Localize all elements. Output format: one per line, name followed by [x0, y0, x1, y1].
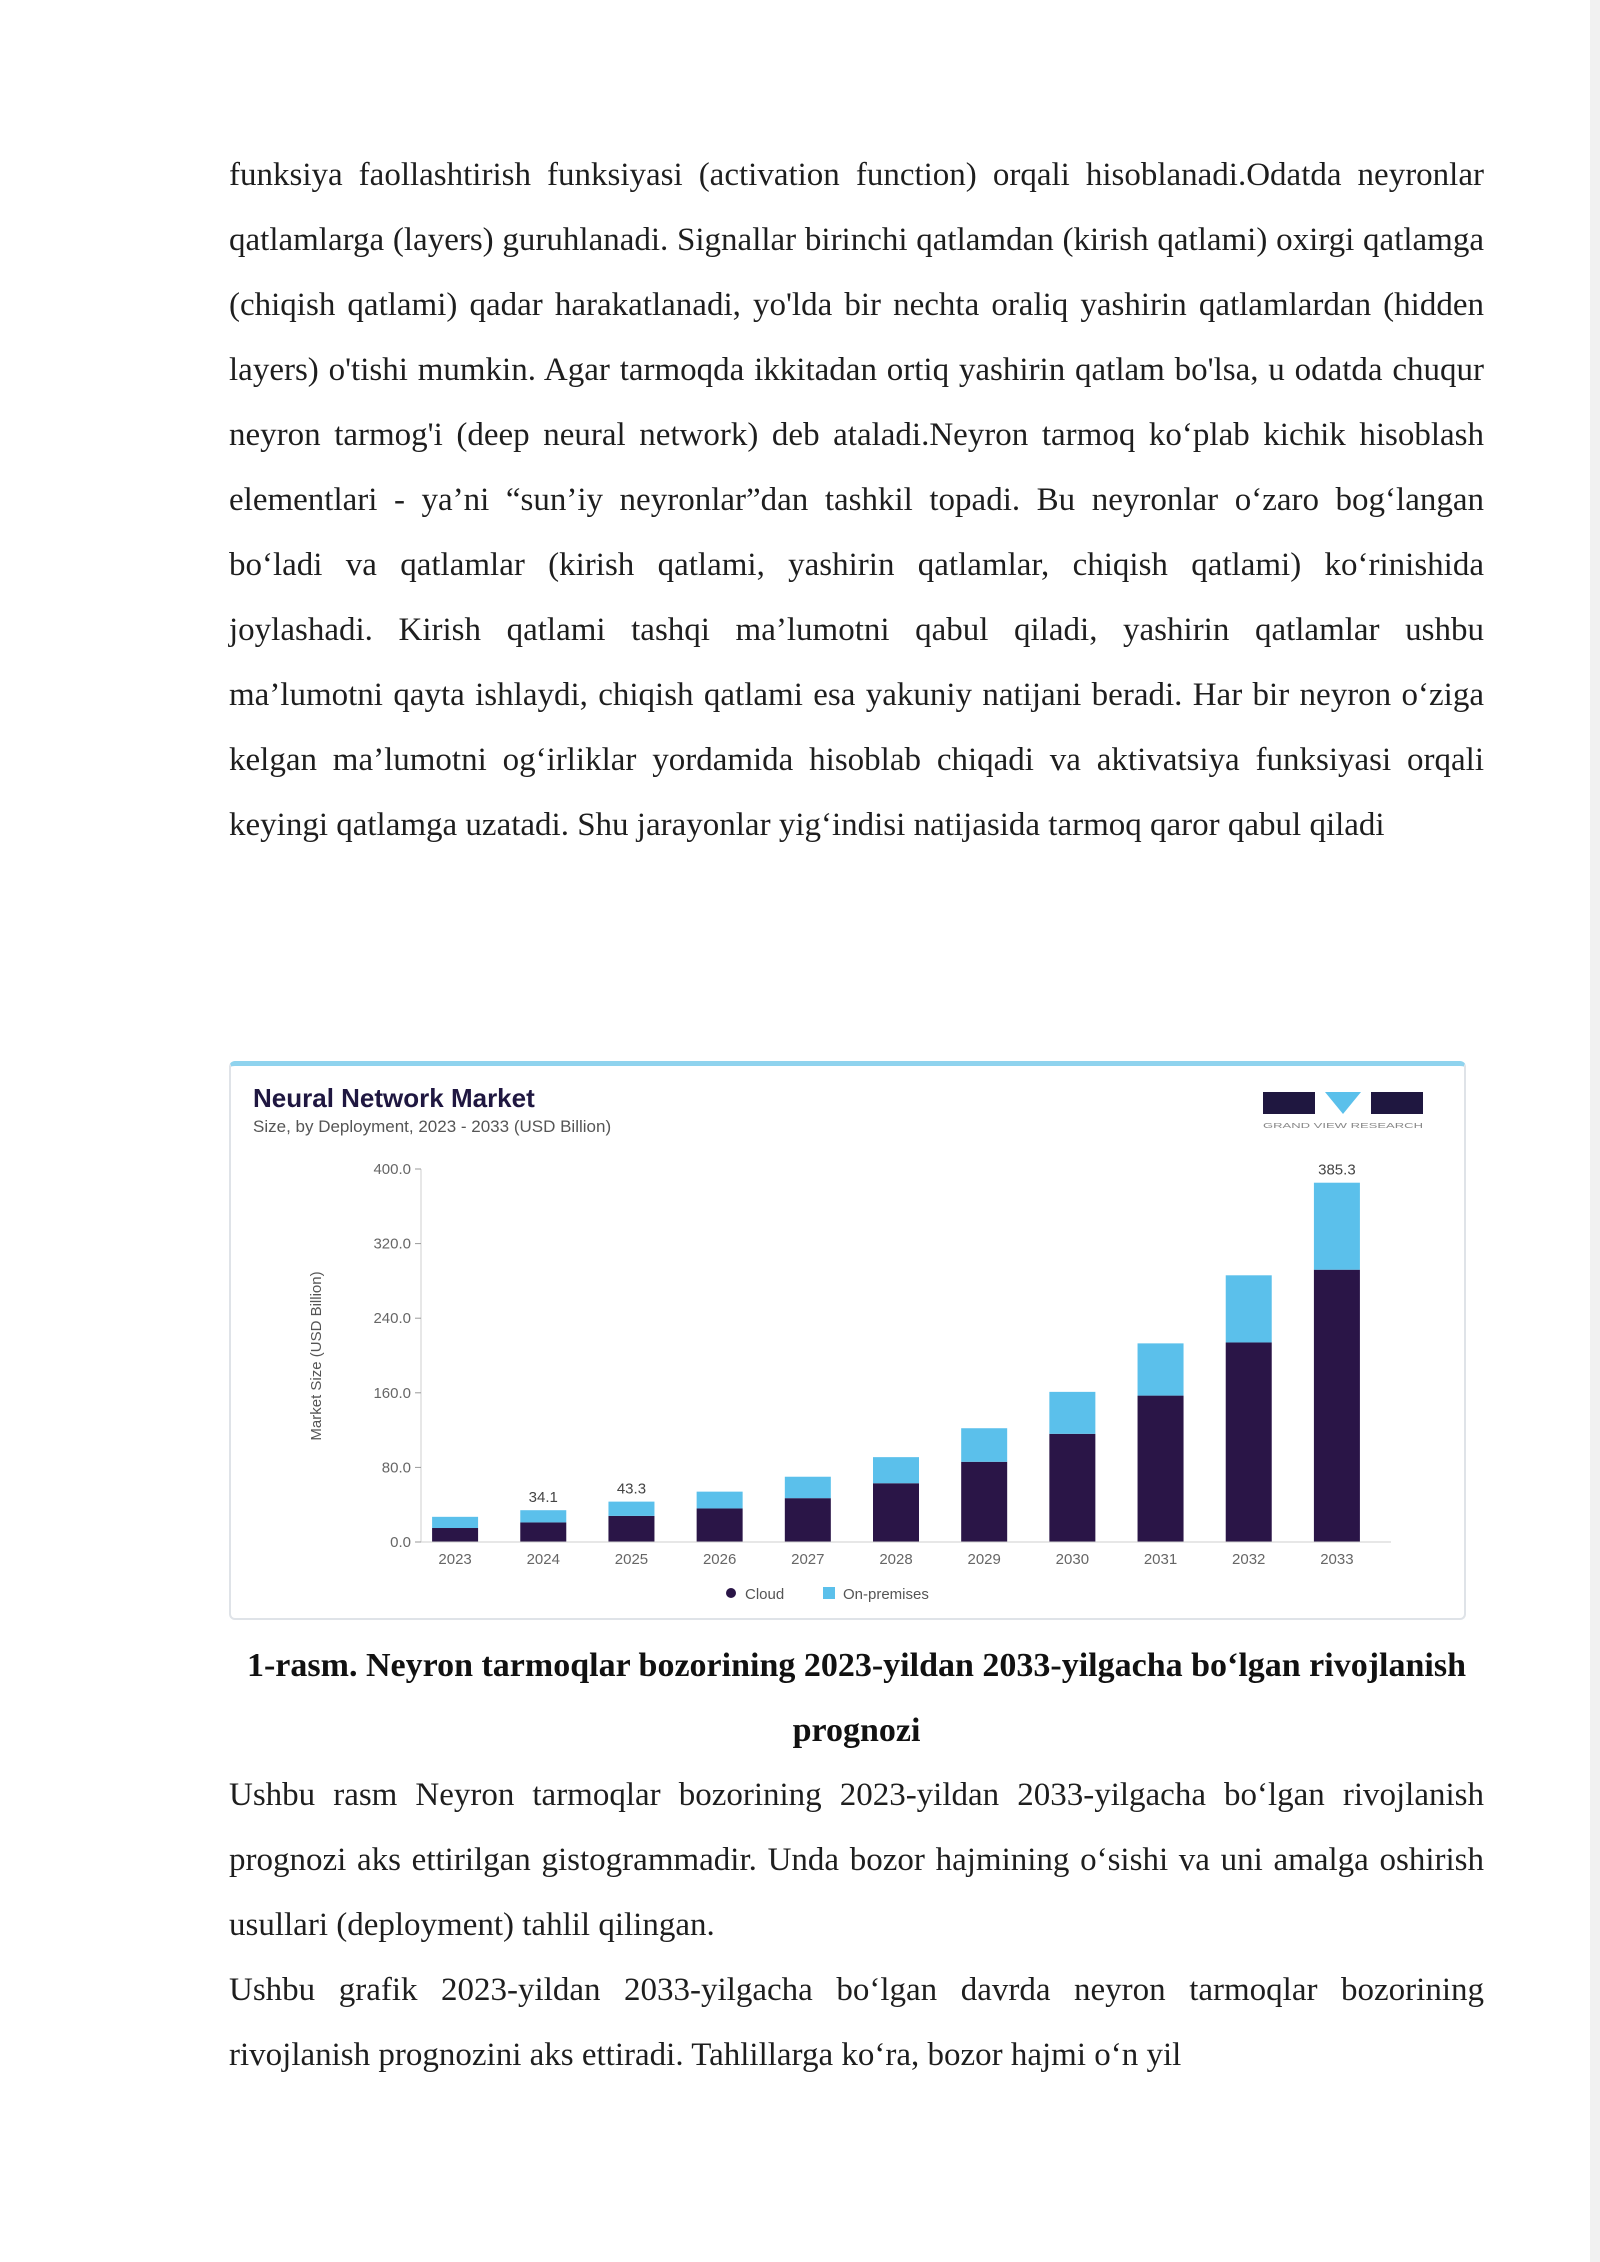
neural-network-market-chart [231, 1066, 1464, 1618]
data-label-2033: 385.3 [1318, 1161, 1356, 1179]
bar-cloud-2028 [873, 1483, 919, 1542]
x-tick-label: 2031 [1143, 1551, 1178, 1568]
figure-chart [229, 1061, 1466, 1620]
logo-text: GRAND VIEW RESEARCH [1263, 1123, 1423, 1130]
bar-cloud-2029 [961, 1462, 1007, 1542]
y-axis [373, 1161, 421, 1551]
x-tick-label: 2033 [1320, 1551, 1354, 1568]
x-tick-label: 2026 [702, 1551, 737, 1568]
x-tick-label: 2032 [1232, 1551, 1266, 1568]
bar-cloud-2024 [520, 1522, 566, 1542]
bar-cloud-2026 [697, 1508, 743, 1542]
bar-cloud-2027 [785, 1498, 831, 1542]
y-tick-label: 240.0 [373, 1310, 411, 1328]
legend-swatch-cloud [726, 1588, 736, 1598]
y-tick-label: 0.0 [390, 1534, 411, 1551]
logo-block-left [1263, 1092, 1315, 1114]
bar-on-premises-2030 [1049, 1392, 1095, 1434]
legend-swatch-on-premises [823, 1587, 835, 1599]
brand-logo [1263, 1092, 1423, 1130]
y-tick-label: 80.0 [381, 1459, 411, 1477]
bar-on-premises-2028 [873, 1457, 919, 1483]
body-paragraph-1: funksiya faollashtirish funksiyasi (activation function) orqali hisoblanadi.Odatda neyronlar qatlamlarga (layers) guruhlanadi. Signallar birinchi qatlamdan (kirish qatlami) oxirgi qatlamga (chiqish qatlami) qadar harakatlanadi, yo'lda bir nechta oraliq yashirin qatlamlardan (hidden layers) o'tishi mumkin. Agar tarmoqda ikkitadan ortiq yashirin qatlam bo'lsa, u odatda chuqur neyron tarmog'i (deep neural network) deb ataladi.Neyron tarmoq ko‘plab kichik hisoblash elementlari - ya’ni “sun’iy neyronlar”dan tashkil topadi. Bu neyronlar o‘zaro bog‘langan bo‘ladi va qatlamlar (kirish qatlami, yashirin qatlamlar, chiqish qatlami) ko‘rinishida joylashadi. Kirish qatlami tashqi ma’lumotni qabul qiladi, yashirin qatlamlar ushbu ma’lumotni qayta ishlaydi, chiqish qatlami esa yakuniy natijani beradi. Har bir neyron o‘ziga kelgan ma’lumotni og‘irliklar yordamida hisoblab chiqadi va aktivatsiya funksiyasi orqali keyingi qatlamga uzatadi. Shu jarayonlar yig‘indisi natijasida tarmoq qaror qabul qiladi [229, 157, 1484, 843]
y-tick-label: 160.0 [373, 1384, 411, 1402]
y-tick-label: 320.0 [373, 1235, 411, 1253]
x-tick-label: 2029 [967, 1551, 1001, 1568]
x-tick-label: 2023 [438, 1551, 472, 1568]
bar-on-premises-2031 [1138, 1343, 1184, 1395]
bar-on-premises-2025 [608, 1502, 654, 1516]
legend [726, 1586, 929, 1603]
figure-caption: 1-rasm. Neyron tarmoqlar bozorining 2023-yildan 2033-yilgacha bo‘lgan rivojlanish prognozi [246, 1647, 1466, 1749]
bar-cloud-2032 [1226, 1342, 1272, 1542]
bar-on-premises-2033 [1314, 1183, 1360, 1270]
y-tick-label: 400.0 [373, 1161, 411, 1178]
data-label-2024: 34.1 [528, 1489, 558, 1507]
x-tick-label: 2030 [1055, 1551, 1090, 1568]
x-tick-label: 2024 [526, 1551, 560, 1568]
body-paragraph-2: Ushbu rasm Neyron tarmoqlar bozorining 2023-yildan 2033-yilgacha bo‘lgan rivojlanish prognozi aks ettirilgan gistogrammadir. Unda bozor hajmining o‘sishi va uni amalga oshirish usullari (deployment) tahlil qilingan. [229, 1777, 1484, 1943]
bar-cloud-2030 [1049, 1434, 1095, 1542]
bar-on-premises-2032 [1226, 1275, 1272, 1342]
chart-title: Neural Network Market [253, 1083, 535, 1113]
bars [432, 1183, 1360, 1542]
x-axis [421, 1542, 1391, 1568]
chart-subtitle: Size, by Deployment, 2023 - 2033 (USD Billion) [253, 1117, 612, 1136]
x-tick-label: 2025 [614, 1551, 649, 1568]
bar-cloud-2023 [432, 1528, 478, 1542]
bar-on-premises-2026 [697, 1492, 743, 1509]
bar-cloud-2025 [608, 1516, 654, 1542]
body-paragraph-3: Ushbu grafik 2023-yildan 2033-yilgacha bo‘lgan davrda neyron tarmoqlar bozorining rivojlanish prognozini aks ettiradi. Tahlillarga ko‘ra, bozor hajmi o‘n yil [229, 1972, 1484, 2073]
data-label-2025: 43.3 [616, 1480, 647, 1498]
bar-on-premises-2023 [432, 1517, 478, 1528]
page-edge [1590, 0, 1600, 2262]
bar-on-premises-2024 [520, 1510, 566, 1522]
legend-label: Cloud [745, 1586, 785, 1603]
y-axis-label: Market Size (USD Billion) [308, 1271, 325, 1441]
x-tick-label: 2027 [791, 1551, 825, 1568]
logo-block-right [1371, 1092, 1423, 1114]
x-tick-label: 2028 [879, 1551, 913, 1568]
bar-on-premises-2029 [961, 1428, 1007, 1462]
bar-cloud-2033 [1314, 1270, 1360, 1542]
bar-on-premises-2027 [785, 1477, 831, 1498]
bar-cloud-2031 [1138, 1396, 1184, 1542]
logo-triangle [1325, 1092, 1361, 1114]
legend-label: On-premises [843, 1586, 929, 1603]
